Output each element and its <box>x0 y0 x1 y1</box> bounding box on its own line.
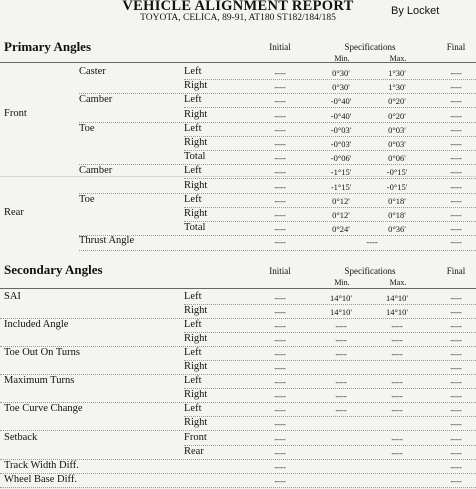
primary-initial-value: ---- <box>274 153 286 163</box>
secondary-min-value: ---- <box>335 349 347 359</box>
secondary-side-label: Right <box>184 305 208 316</box>
primary-side-label: Right <box>184 109 208 120</box>
primary-row-rule <box>184 207 476 208</box>
primary-final-header: Final <box>446 42 466 52</box>
primary-initial-value: ---- <box>274 210 286 220</box>
secondary-min-value: 14°10' <box>330 307 352 317</box>
secondary-side-label: Left <box>184 319 202 330</box>
secondary-header-rule <box>0 288 476 289</box>
primary-max-value: 0°03' <box>388 139 406 149</box>
secondary-row-label: Included Angle <box>4 319 69 330</box>
vehicle-subtitle: TOYOTA, CELICA, 89-91, AT180 ST182/184/185 <box>140 13 336 23</box>
primary-final-value: ---- <box>450 82 462 92</box>
secondary-row-label: Toe Out On Turns <box>4 347 80 358</box>
primary-initial-value: ---- <box>274 196 286 206</box>
secondary-min-value: ---- <box>335 377 347 387</box>
primary-min-value: -0°40' <box>330 111 352 121</box>
secondary-specs-header: Specifications <box>344 266 396 276</box>
secondary-row-rule <box>184 304 476 305</box>
secondary-final-value: ---- <box>450 391 462 401</box>
secondary-row-label: SAI <box>4 291 21 302</box>
primary-row-rule <box>79 164 476 165</box>
primary-min-value: -0°40' <box>330 96 352 106</box>
secondary-side-label: Right <box>184 417 208 428</box>
secondary-max-value: ---- <box>391 321 403 331</box>
primary-max-value: 0°18' <box>388 196 406 206</box>
secondary-max-value: ---- <box>391 335 403 345</box>
secondary-final-value: ---- <box>450 307 462 317</box>
secondary-final-value: ---- <box>450 419 462 429</box>
secondary-initial-value: ---- <box>274 405 286 415</box>
secondary-side-label: Rear <box>184 446 204 457</box>
primary-side-label: Left <box>184 66 202 77</box>
primary-side-label: Left <box>184 94 202 105</box>
primary-initial-header: Initial <box>269 42 291 52</box>
secondary-final-value: ---- <box>450 335 462 345</box>
thrust-rule <box>79 250 476 251</box>
secondary-min-value: ---- <box>335 391 347 401</box>
primary-side-label: Right <box>184 137 208 148</box>
secondary-min-value: ---- <box>335 321 347 331</box>
secondary-side-label: Right <box>184 389 208 400</box>
primary-row-rule <box>184 136 476 137</box>
primary-max-value: 0°06' <box>388 153 406 163</box>
primary-min-value: -1°15' <box>330 182 352 192</box>
primary-final-value: ---- <box>450 139 462 149</box>
front-label: Front <box>4 108 27 119</box>
secondary-min-value: ---- <box>335 335 347 345</box>
primary-row-rule <box>79 93 476 94</box>
primary-initial-value: ---- <box>274 167 286 177</box>
thrust-final: ---- <box>450 237 462 247</box>
thrust-spec: ---- <box>366 237 378 247</box>
secondary-max-value: ---- <box>391 434 403 444</box>
primary-row-rule <box>79 122 476 123</box>
primary-row-rule <box>184 178 476 179</box>
secondary-angles-heading: Secondary Angles <box>4 262 103 277</box>
secondary-initial-value: ---- <box>274 307 286 317</box>
primary-final-value: ---- <box>450 153 462 163</box>
primary-side-label: Total <box>184 222 206 233</box>
secondary-initial-value: ---- <box>274 462 286 472</box>
primary-initial-value: ---- <box>274 68 286 78</box>
secondary-final-value: ---- <box>450 405 462 415</box>
primary-row-rule <box>79 235 476 236</box>
primary-max-value: 0°20' <box>388 111 406 121</box>
primary-max-value: 1°30' <box>388 68 406 78</box>
primary-group-label: Toe <box>79 194 95 205</box>
secondary-final-value: ---- <box>450 448 462 458</box>
primary-side-label: Right <box>184 180 208 191</box>
primary-min-value: 0°30' <box>332 82 350 92</box>
secondary-initial-value: ---- <box>274 448 286 458</box>
primary-final-value: ---- <box>450 182 462 192</box>
primary-min-value: 0°24' <box>332 224 350 234</box>
primary-initial-value: ---- <box>274 182 286 192</box>
primary-group-label: Toe <box>79 123 95 134</box>
secondary-final-value: ---- <box>450 434 462 444</box>
secondary-final-value: ---- <box>450 462 462 472</box>
primary-max-value: 0°20' <box>388 96 406 106</box>
thrust-initial: ---- <box>274 237 286 247</box>
secondary-row-label: Toe Curve Change <box>4 403 83 414</box>
primary-header-rule <box>0 62 476 63</box>
secondary-row-rule <box>0 430 476 431</box>
primary-max-value: 0°03' <box>388 125 406 135</box>
secondary-row-rule <box>184 388 476 389</box>
secondary-side-label: Right <box>184 361 208 372</box>
secondary-max-value: 14°10' <box>386 293 408 303</box>
secondary-row-label: Track Width Diff. <box>4 460 79 471</box>
primary-max-value: -0°15' <box>386 182 408 192</box>
primary-final-value: ---- <box>450 224 462 234</box>
primary-min-value: 0°12' <box>332 196 350 206</box>
secondary-max-value: ---- <box>391 377 403 387</box>
secondary-initial-value: ---- <box>274 476 286 486</box>
author-watermark: By Locket <box>391 5 440 17</box>
primary-specs-header: Specifications <box>344 42 396 52</box>
secondary-row-rule <box>184 445 476 446</box>
secondary-final-value: ---- <box>450 476 462 486</box>
secondary-row-rule <box>184 360 476 361</box>
secondary-initial-value: ---- <box>274 349 286 359</box>
secondary-final-value: ---- <box>450 349 462 359</box>
secondary-max-value: ---- <box>391 448 403 458</box>
rear-label: Rear <box>4 207 24 218</box>
primary-row-rule <box>184 107 476 108</box>
primary-final-value: ---- <box>450 68 462 78</box>
secondary-max-value: ---- <box>391 405 403 415</box>
primary-angles-heading: Primary Angles <box>4 39 92 54</box>
primary-row-rule <box>79 193 476 194</box>
secondary-initial-value: ---- <box>274 434 286 444</box>
secondary-side-label: Right <box>184 333 208 344</box>
secondary-row-rule <box>184 416 476 417</box>
primary-initial-value: ---- <box>274 111 286 121</box>
secondary-row-rule <box>0 487 476 488</box>
primary-max-header: Max. <box>389 54 407 63</box>
primary-group-label: Camber <box>79 165 113 176</box>
secondary-final-value: ---- <box>450 363 462 373</box>
primary-final-value: ---- <box>450 167 462 177</box>
primary-group-label: Camber <box>79 94 113 105</box>
secondary-row-rule <box>0 318 476 319</box>
primary-max-value: 0°36' <box>388 224 406 234</box>
secondary-min-value: 14°10' <box>330 293 352 303</box>
primary-min-value: -1°15' <box>330 167 352 177</box>
primary-final-value: ---- <box>450 125 462 135</box>
primary-side-label: Left <box>184 194 202 205</box>
primary-side-label: Left <box>184 165 202 176</box>
primary-row-rule <box>184 150 476 151</box>
secondary-initial-value: ---- <box>274 419 286 429</box>
primary-min-value: -0°03' <box>330 139 352 149</box>
secondary-side-label: Left <box>184 403 202 414</box>
primary-side-label: Left <box>184 123 202 134</box>
primary-max-value: 0°18' <box>388 210 406 220</box>
primary-row-rule <box>184 221 476 222</box>
secondary-final-value: ---- <box>450 293 462 303</box>
primary-min-value: -0°03' <box>330 125 352 135</box>
secondary-min-value: ---- <box>335 405 347 415</box>
primary-side-label: Total <box>184 151 206 162</box>
primary-max-value: 1°30' <box>388 82 406 92</box>
secondary-final-value: ---- <box>450 321 462 331</box>
secondary-initial-value: ---- <box>274 335 286 345</box>
secondary-initial-value: ---- <box>274 321 286 331</box>
thrust-angle-label: Thrust Angle <box>79 235 135 246</box>
secondary-side-label: Front <box>184 432 207 443</box>
secondary-side-label: Left <box>184 347 202 358</box>
secondary-row-label: Setback <box>4 432 38 443</box>
primary-min-value: 0°12' <box>332 210 350 220</box>
primary-initial-value: ---- <box>274 96 286 106</box>
primary-final-value: ---- <box>450 210 462 220</box>
secondary-max-value: ---- <box>391 349 403 359</box>
secondary-side-label: Left <box>184 291 202 302</box>
secondary-initial-header: Initial <box>269 266 291 276</box>
secondary-min-header: Min. <box>334 278 350 287</box>
primary-min-header: Min. <box>334 54 350 63</box>
secondary-row-label: Maximum Turns <box>4 375 75 386</box>
primary-min-value: 0°30' <box>332 68 350 78</box>
primary-min-value: -0°06' <box>330 153 352 163</box>
secondary-row-rule <box>184 332 476 333</box>
primary-max-value: -0°15' <box>386 167 408 177</box>
secondary-initial-value: ---- <box>274 363 286 373</box>
secondary-initial-value: ---- <box>274 293 286 303</box>
primary-initial-value: ---- <box>274 224 286 234</box>
secondary-final-header: Final <box>446 266 466 276</box>
secondary-side-label: Left <box>184 375 202 386</box>
secondary-row-label: Wheel Base Diff. <box>4 474 77 485</box>
primary-final-value: ---- <box>450 111 462 121</box>
primary-initial-value: ---- <box>274 125 286 135</box>
secondary-initial-value: ---- <box>274 391 286 401</box>
primary-side-label: Right <box>184 80 208 91</box>
secondary-max-value: ---- <box>391 391 403 401</box>
primary-final-value: ---- <box>450 96 462 106</box>
primary-final-value: ---- <box>450 196 462 206</box>
primary-group-label: Caster <box>79 66 106 77</box>
secondary-initial-value: ---- <box>274 377 286 387</box>
primary-row-rule <box>184 79 476 80</box>
report-title: VEHICLE ALIGNMENT REPORT <box>122 0 354 14</box>
primary-initial-value: ---- <box>274 82 286 92</box>
primary-side-label: Right <box>184 208 208 219</box>
secondary-max-value: 14°10' <box>386 307 408 317</box>
primary-initial-value: ---- <box>274 139 286 149</box>
secondary-max-header: Max. <box>389 278 407 287</box>
secondary-final-value: ---- <box>450 377 462 387</box>
